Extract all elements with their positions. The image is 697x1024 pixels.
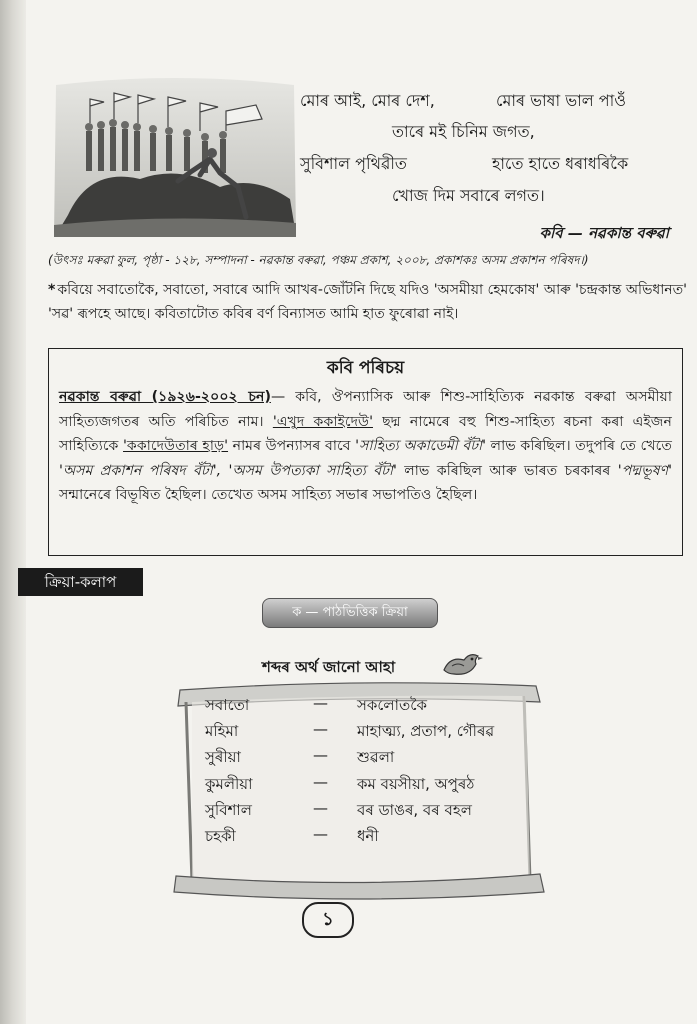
poem-line-1b: মোৰ ভাষা ভাল পাওঁ (496, 91, 627, 110)
bio-poet-name: নৱকান্ত বৰুৱা (১৯২৬-২০০২ চন) (59, 389, 271, 405)
bio-text-part: ছদ্ম নামেৰে বহু শিশু-সাহিত্য ৰচনা কৰা এইজন সাহিত্যিকে (59, 413, 672, 455)
vocab-dash: — (313, 720, 328, 739)
footnote (48, 278, 688, 326)
vocab-table (205, 694, 525, 851)
vocab-meaning: ধনী (357, 826, 379, 845)
poem-line-1a: মোৰ আই, মোৰ দেশ, (300, 91, 435, 110)
poem-line-4: খোজ দিম সবাৰে লগত। (392, 186, 545, 205)
asterisk-icon: * (48, 282, 56, 298)
poet-credit: কবি — নৱকান্ত বৰুৱা (539, 224, 669, 242)
vocab-dash: — (313, 746, 328, 765)
vocab-word: চহকী (205, 826, 236, 845)
bio-award: 'পদ্মভূষণ' (617, 462, 672, 479)
vocab-dash: — (313, 772, 328, 791)
vocab-word: মহিমা (205, 722, 239, 741)
vocab-word: সুৰীয়া (205, 748, 241, 767)
book-spine-shadow (0, 0, 26, 1024)
vocab-word: সবাতো (205, 696, 250, 714)
page-number: ১ (302, 902, 354, 938)
vocab-row (205, 773, 525, 799)
poem-line-2: তাৰে মই চিনিম জগত, (392, 122, 535, 141)
bio-text-part: নামৰ উপন্যাসৰ বাবে (228, 438, 356, 455)
vocab-meaning: সকলোতকৈ (357, 696, 428, 714)
vocab-word: সুবিশাল (205, 800, 252, 819)
children-with-flags-illustration (50, 75, 300, 240)
vocab-meaning: শুৱলা (357, 748, 395, 767)
source-note: (উৎসঃ মৰুৱা ফুল, পৃষ্ঠা - ১২৮, সম্পাদনা - নৱকান্ত বৰুৱা, পঞ্চম প্ৰকাশ, ২০০৮, প্ৰকাশকঃ অসম প্ৰকাশন পৰিষদ।) (48, 253, 589, 267)
poem-line-3b: হাতে হাতে ধৰাধৰিকৈ (492, 154, 629, 173)
vocab-dash: — (313, 798, 328, 817)
vocab-meaning: মাহাত্ম্য, প্ৰতাপ, গৌৰৱ (357, 722, 495, 741)
poet-bio-box (48, 348, 683, 556)
bio-novel-name: 'ককাদেউতাৰ হাড়' (123, 438, 229, 455)
vocab-row (205, 720, 525, 746)
vocab-word: কুমলীয়া (205, 774, 253, 793)
section-label: ক — পাঠভিত্তিক ক্ৰিয়া (262, 598, 438, 628)
bio-text-part: লাভ কৰিছিল। তদুপৰি তে খেতে (485, 438, 672, 455)
vocab-row (205, 799, 525, 825)
vocab-meaning: কম বয়সীয়া, অপুৰঠ (357, 774, 475, 793)
vocab-heading: শব্দৰ অৰ্থ জানো আহা (262, 658, 396, 676)
vocab-meaning: বৰ ডাঙৰ, বৰ বহল (357, 800, 472, 819)
footnote-text: কবিয়ে সবাতোকৈ, সবাতো, সবাৰে আদি আখৰ-জোঁটনি দিছে যদিও 'অসমীয়া হেমকোষ' আৰু 'চন্দ্ৰকান্ত অভিধানত' 'সৱ' ৰূপহে আছে। কবিতাটোত কবিৰ বৰ্ণ বিন্যাসত আমি হাত ফুৰোৱা নাই। (48, 282, 688, 322)
vocab-row (205, 694, 525, 720)
vocab-dash: — (313, 694, 328, 712)
bio-award: 'সাহিত্য অকাডেমী বঁটা' (355, 438, 486, 455)
bio-award: 'অসম প্ৰকাশন পৰিষদ বঁটা', 'অসম উপত্যকা সাহিত্য বঁটা' (59, 462, 397, 479)
bio-text-part: লাভ কৰিছিল আৰু ভাৰত চৰকাৰৰ (396, 462, 618, 479)
bio-text-part: সন্মানেৰে বিভূষিত হৈছিল। তেখেত অসম সাহিত্য সভাৰ সভাপতিও হৈছিল। (59, 487, 478, 504)
vocab-dash: — (313, 824, 328, 843)
bio-pen-name: 'এখুদ ককাইদেউ' (272, 413, 373, 430)
bio-title: কবি পৰিচয় (326, 358, 405, 378)
poem-line-3a: সুবিশাল পৃথিৱীত (300, 154, 407, 173)
bio-text (59, 385, 672, 508)
vocab-row (205, 746, 525, 772)
bio-text-part: — কবি, ঔপন্যাসিক আৰু শিশু-সাহিত্যিক নৱকান্ত বৰুৱা অসমীয়া সাহিত্যজগতৰ অতি পৰিচিত নাম। (59, 389, 672, 430)
vocab-row (205, 825, 525, 851)
activity-tab: ক্ৰিয়া-কলাপ (18, 568, 143, 596)
